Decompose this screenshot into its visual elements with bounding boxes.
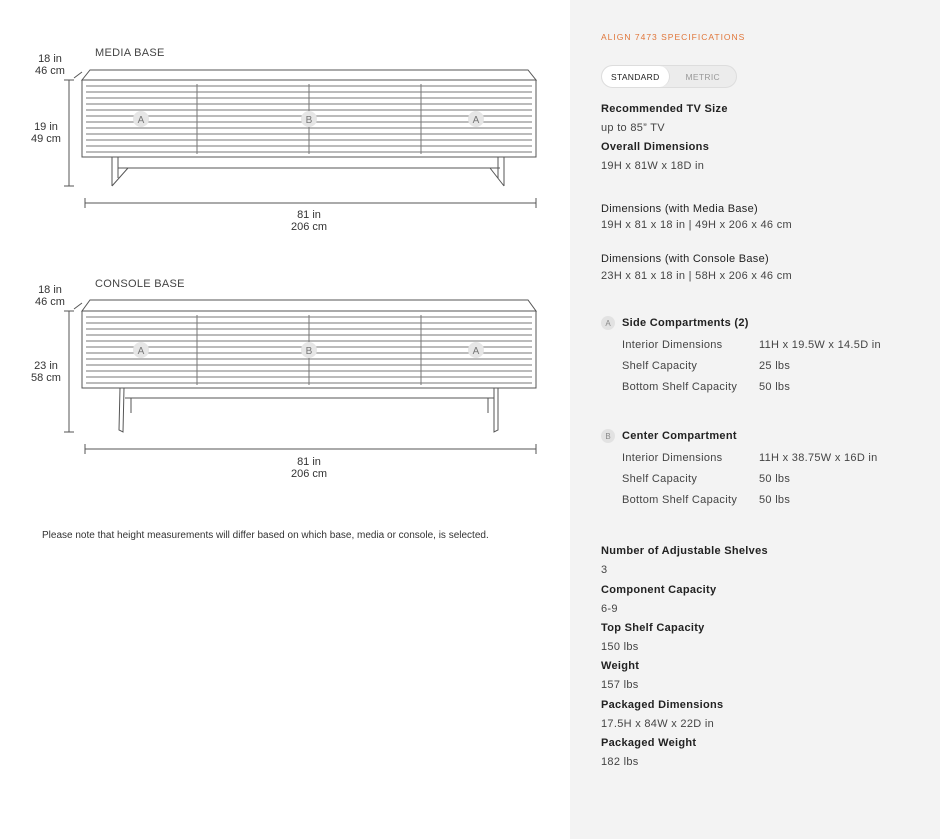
side-compartments	[601, 316, 931, 397]
console-marker-a-left-text: A	[137, 346, 145, 357]
table-row: Shelf Capacity 50 lbs	[622, 472, 791, 485]
spec-shelves: Number of Adjustable Shelves 3	[601, 545, 768, 576]
metric-option[interactable]: METRIC	[685, 71, 720, 82]
marker-b-text: B	[305, 115, 313, 126]
media-depth-label: 18 in 46 cm	[35, 53, 65, 77]
spec-with-console	[601, 252, 792, 283]
console-marker-a-right-text: A	[472, 346, 480, 357]
table-row: Shelf Capacity 25 lbs	[622, 359, 791, 372]
table-row: Interior Dimensions 11H x 38.75W x 16D in	[622, 451, 878, 464]
spec-label: Dimensions (with Console Base)	[601, 253, 769, 265]
console-width-label: 81 in 206 cm	[290, 456, 328, 480]
table-row: Bottom Shelf Capacity 50 lbs	[622, 380, 791, 393]
height-note: Please note that height measurements will differ based on which base, media or console, is selected.	[42, 530, 489, 541]
standard-option[interactable]: STANDARD	[602, 66, 670, 87]
table-row: Interior Dimensions 11H x 19.5W x 14.5D in	[622, 338, 881, 351]
media-height-label: 19 in 49 cm	[31, 121, 61, 145]
specs-title: ALIGN 7473 SPECIFICATIONS	[601, 32, 746, 42]
spec-packaged-weight: Packaged Weight 182 lbs	[601, 737, 697, 768]
table-row: Bottom Shelf Capacity 50 lbs	[622, 493, 791, 506]
media-base-title: MEDIA BASE	[95, 47, 165, 59]
spec-with-media	[601, 202, 792, 232]
media-width-label: 81 in 206 cm	[290, 209, 328, 233]
spec-value: 19H x 81W x 18D in	[601, 160, 705, 172]
spec-component: Component Capacity 6-9	[601, 584, 717, 615]
badge-b: B	[601, 429, 615, 443]
marker-a-right-text: A	[472, 115, 480, 126]
console-marker-b-text: B	[305, 346, 313, 357]
spec-overall	[601, 140, 709, 173]
spec-label: Recommended TV Size	[601, 103, 728, 115]
marker-a-left-text: A	[137, 115, 145, 126]
spec-top-shelf: Top Shelf Capacity 150 lbs	[601, 622, 705, 653]
compartment-title: Side Compartments (2)	[622, 317, 749, 329]
spec-value: 19H x 81 x 18 in | 49H x 206 x 46 cm	[601, 219, 792, 231]
badge-a: A	[601, 316, 615, 330]
spec-label: Overall Dimensions	[601, 141, 710, 153]
spec-label: Dimensions (with Media Base)	[601, 203, 758, 215]
console-depth-label: 18 in 46 cm	[35, 284, 65, 308]
spec-value: 23H x 81 x 18 in | 58H x 206 x 46 cm	[601, 270, 792, 282]
console-height-label: 23 in 58 cm	[31, 360, 61, 384]
spec-packaged-dims: Packaged Dimensions 17.5H x 84W x 22D in	[601, 699, 724, 730]
spec-recommended-tv	[601, 102, 728, 135]
unit-toggle[interactable]	[601, 65, 737, 88]
specs-panel	[570, 0, 940, 839]
console-base-diagram	[0, 250, 570, 500]
spec-value: up to 85” TV	[601, 122, 665, 134]
compartment-title: Center Compartment	[622, 430, 737, 442]
center-compartment	[601, 429, 931, 510]
console-base-title: CONSOLE BASE	[95, 278, 185, 290]
media-base-diagram	[0, 0, 570, 250]
spec-weight: Weight 157 lbs	[601, 660, 640, 691]
